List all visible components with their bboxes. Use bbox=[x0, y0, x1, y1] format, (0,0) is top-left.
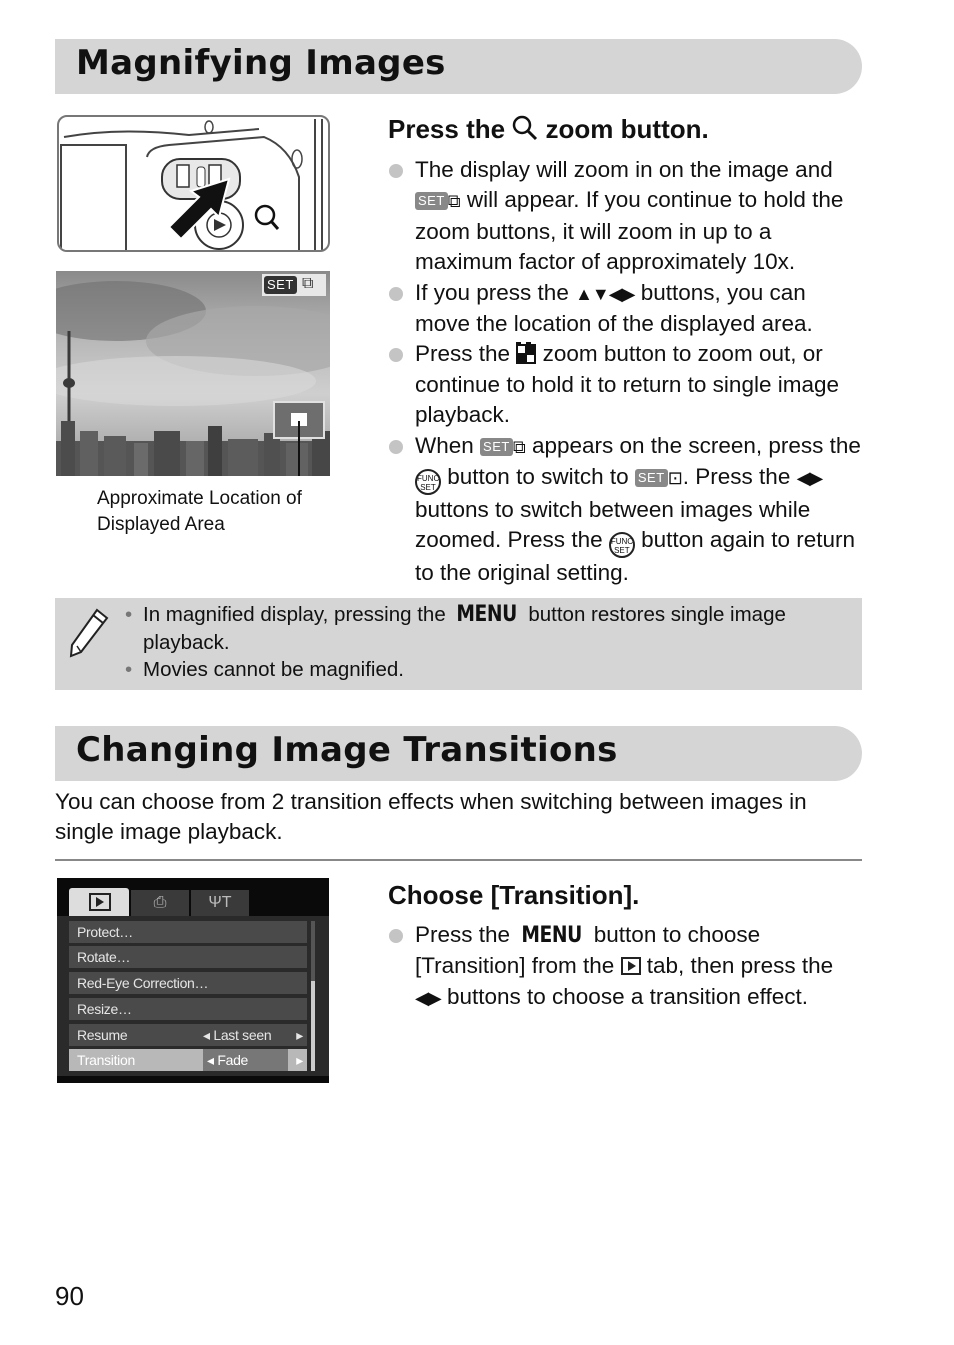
list-item bbox=[125, 601, 845, 656]
section-header-transitions bbox=[55, 726, 862, 781]
zoom-frame-icon: ⧉ bbox=[512, 436, 526, 457]
menu-item-transition bbox=[69, 1049, 307, 1071]
func-set-label: SET bbox=[614, 546, 630, 556]
tab-print: ⎙ bbox=[131, 890, 189, 916]
func-label: FUNC bbox=[417, 474, 440, 484]
section-title: Magnifying Images bbox=[76, 43, 446, 83]
arrow-keys-icon: ▲▼◀▶ bbox=[575, 283, 635, 304]
menu-tabs bbox=[69, 888, 319, 916]
note-list bbox=[125, 601, 845, 684]
set-icon: SET bbox=[635, 469, 668, 487]
text: Movies cannot be magnified. bbox=[143, 658, 404, 681]
list-item bbox=[388, 431, 863, 589]
text: button restores single image playback. bbox=[143, 603, 786, 654]
step-title-zoom bbox=[388, 114, 709, 145]
menu-item-protect: Protect… bbox=[69, 921, 307, 943]
arrow-right-icon: ▸ bbox=[296, 1052, 303, 1068]
section-intro: You can choose from 2 transition effects when switching between images in single image playback. bbox=[55, 789, 807, 844]
text: buttons to switch between images while zoomed. Press the bbox=[415, 497, 811, 553]
list-item bbox=[388, 155, 863, 278]
func-set-icon bbox=[415, 469, 441, 495]
menu-item-label: Resume bbox=[77, 1027, 128, 1043]
text: tab, then press the bbox=[646, 953, 834, 979]
menu-item-label: Resize bbox=[77, 1001, 118, 1017]
text: buttons, you can move the location of the displayed area. bbox=[415, 279, 813, 337]
menu-item-red-eye: Red-Eye Correction… bbox=[69, 972, 307, 994]
scrollbar-thumb bbox=[311, 981, 315, 1071]
transition-instructions bbox=[388, 920, 863, 1013]
text: appears on the screen, press the bbox=[531, 432, 861, 458]
step-title-before: Press the bbox=[388, 114, 506, 144]
note-box bbox=[55, 598, 862, 690]
zoom-frame-icon: ⧉ bbox=[447, 191, 461, 212]
zoom-frame-icon: ⧉ bbox=[302, 275, 314, 292]
tab-settings: ΨT bbox=[191, 890, 249, 916]
text: zoom button to zoom out, or continue to hold it to return to single image playback. bbox=[415, 341, 840, 428]
play-icon bbox=[89, 893, 111, 911]
camera-illustration bbox=[57, 115, 330, 252]
menu-item-label: Transition bbox=[77, 1052, 135, 1068]
text: Press the bbox=[415, 922, 511, 947]
caption-line2: Displayed Area bbox=[97, 514, 225, 535]
set-icon: SET bbox=[480, 438, 513, 456]
func-set-label: SET bbox=[420, 483, 436, 493]
step-title-after: zoom button. bbox=[545, 114, 709, 144]
text: button to choose [Transition] from the bbox=[415, 922, 761, 979]
pencil-icon bbox=[69, 608, 109, 658]
list-item bbox=[388, 278, 863, 340]
value-text: Last seen bbox=[213, 1027, 272, 1043]
image-jump-icon: ⊡ bbox=[667, 468, 683, 489]
text: . Press the bbox=[682, 464, 791, 490]
camera-drawing bbox=[59, 117, 330, 252]
playback-menu-screen bbox=[57, 878, 329, 1083]
list-item bbox=[125, 656, 845, 684]
tab-playback bbox=[69, 888, 129, 916]
city-skyline bbox=[56, 271, 330, 476]
step-title-transition: Choose [Transition]. bbox=[388, 880, 640, 910]
section-header-magnifying bbox=[55, 39, 862, 94]
zoom-instructions bbox=[388, 155, 863, 589]
menu-scrollbar bbox=[311, 921, 315, 1071]
left-right-icon: ◀▶ bbox=[415, 987, 441, 1008]
index-grid-icon bbox=[516, 342, 536, 362]
text: buttons to choose a transition effect. bbox=[446, 983, 809, 1009]
play-tab-icon bbox=[621, 957, 641, 975]
set-icon: SET bbox=[415, 192, 448, 210]
page-number: 90 bbox=[55, 1281, 84, 1311]
text: The display will zoom in on the image and bbox=[415, 157, 833, 182]
text: When bbox=[415, 432, 474, 458]
text: If you press the bbox=[415, 279, 569, 305]
func-label: FUNC bbox=[610, 537, 634, 547]
menu-item-resize: Resize… bbox=[69, 998, 307, 1020]
menu-item-label: Protect bbox=[77, 924, 120, 940]
menu-item-resume bbox=[69, 1024, 307, 1046]
divider bbox=[55, 859, 862, 861]
caption-line1: Approximate Location of bbox=[97, 488, 302, 509]
list-item bbox=[388, 920, 863, 1013]
text: In magnified display, pressing the bbox=[143, 603, 446, 626]
menu-item-value: ◂ Fade bbox=[203, 1049, 288, 1071]
text: button to switch to bbox=[447, 464, 629, 490]
magnify-icon bbox=[512, 115, 538, 141]
left-right-icon: ◀▶ bbox=[796, 468, 823, 489]
menu-item-label: Red-Eye Correction bbox=[77, 975, 195, 991]
section-title: Changing Image Transitions bbox=[76, 730, 618, 770]
menu-button-label: MENU bbox=[521, 923, 583, 948]
text: Press the bbox=[415, 341, 511, 367]
menu-button-label: MENU bbox=[456, 602, 518, 627]
zoomed-screen-photo bbox=[56, 271, 330, 476]
menu-item-rotate: Rotate… bbox=[69, 946, 307, 968]
arrow-right-icon: ▸ bbox=[296, 1027, 303, 1043]
menu-item-label: Rotate bbox=[77, 949, 117, 965]
text: will appear. If you continue to hold the zoom buttons, it will zoom in up to a maximum factor of approximately 10x. bbox=[415, 187, 844, 275]
text: button again to return to the original setting. bbox=[415, 527, 856, 586]
list-item bbox=[388, 339, 863, 430]
set-badge: SET bbox=[264, 276, 297, 294]
menu-item-value: ◂ Last seen bbox=[203, 1027, 272, 1043]
func-set-icon bbox=[609, 532, 635, 558]
value-text: Fade bbox=[217, 1052, 249, 1068]
photo-caption bbox=[97, 486, 302, 538]
